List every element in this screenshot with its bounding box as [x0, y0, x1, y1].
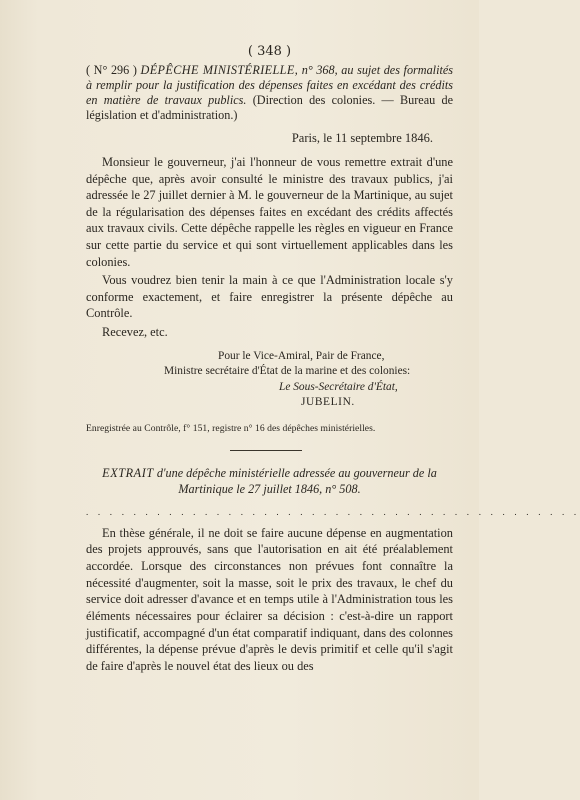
dispatch-subject: n° 368, au sujet des formalités à remplir pour la justification des dépenses faites en excédant des crédits en matière de travaux publics. — [86, 63, 453, 107]
page-number: ( 348 ) — [247, 44, 292, 59]
extract-paragraph: En thèse générale, il ne doit se faire aucune dépense en augmentation des projets approuvés, sans que l'autorisation en ait été préalablement accordée. Lorsque des circonstances non prévues font connaître la nécessité d'augmenter, soit la masse, soit le prix des travaux, le chef du service doit adresser d'avance et en temps utile à l'Administration tous les éléments nécessaires pour éclairer sa décision : c'est-à-dire un rapport justificatif, accompagné d'un état comparatif indiquant, dans des colonnes différentes, la dépense prévue d'après le devis primitif et celle qu'il s'agit de faire d'après le nouvel état des lieux ou des — [86, 525, 453, 674]
signature-line-1: Pour le Vice-Amiral, Pair de France, — [218, 349, 385, 362]
extract-title-lead: EXTRAIT — [102, 465, 154, 480]
paragraph-3: Recevez, etc. — [102, 324, 168, 339]
dispatch-number: ( N° 296 ) — [86, 63, 137, 77]
paragraph-2: Vous voudrez bien tenir la main à ce que l'Administration locale s'y conforme exactement, et faire enregistrer la présente dépêche au Contrôle. — [86, 273, 453, 321]
paragraph-1: Monsieur le gouverneur, j'ai l'honneur de vous remettre extrait d'une dépêche que, après avoir consulté le ministre des travaux publics, j'ai adressée le 27 juillet dernier à M. le gouverneur de la Martinique, au sujet de la régularisation des dépenses faites en excédant des crédits affectés aux travaux civils. Cette dépêche rappelle les règles en vigueur en France sur cette partie du service et qui sont virtuellement applicables dans les colonies. — [86, 155, 453, 269]
ellipsis-dots: . . . . . . . . . . . . . . . . . . . . . . . . . . . . . . . . . . . . . . . . . . — [86, 506, 580, 517]
extract-title — [86, 465, 453, 497]
section-divider — [230, 450, 302, 451]
dispatch-department: (Direction des colonies. — Bureau de législation et d'administration.) — [86, 93, 454, 122]
dispatch-heading — [86, 63, 453, 123]
signature-line-3: Le Sous-Secrétaire d'État, — [279, 380, 398, 393]
signature-block — [86, 349, 453, 411]
dispatch-title: DÉPÊCHE MINISTÉRIELLE, — [140, 63, 299, 77]
date-line: Paris, le 11 septembre 1846. — [291, 131, 433, 145]
extract-title-rest: d'une dépêche ministérielle adressée au gouverneur de la Martinique le 27 juillet 1846, n° 508. — [156, 465, 437, 496]
register-note: Enregistrée au Contrôle, f° 151, registre n° 16 des dépêches ministérielles. — [86, 422, 376, 434]
signature-name: JUBELIN. — [301, 396, 355, 409]
signature-line-2: Ministre secrétaire d'État de la marine et des colonies: — [164, 365, 411, 378]
